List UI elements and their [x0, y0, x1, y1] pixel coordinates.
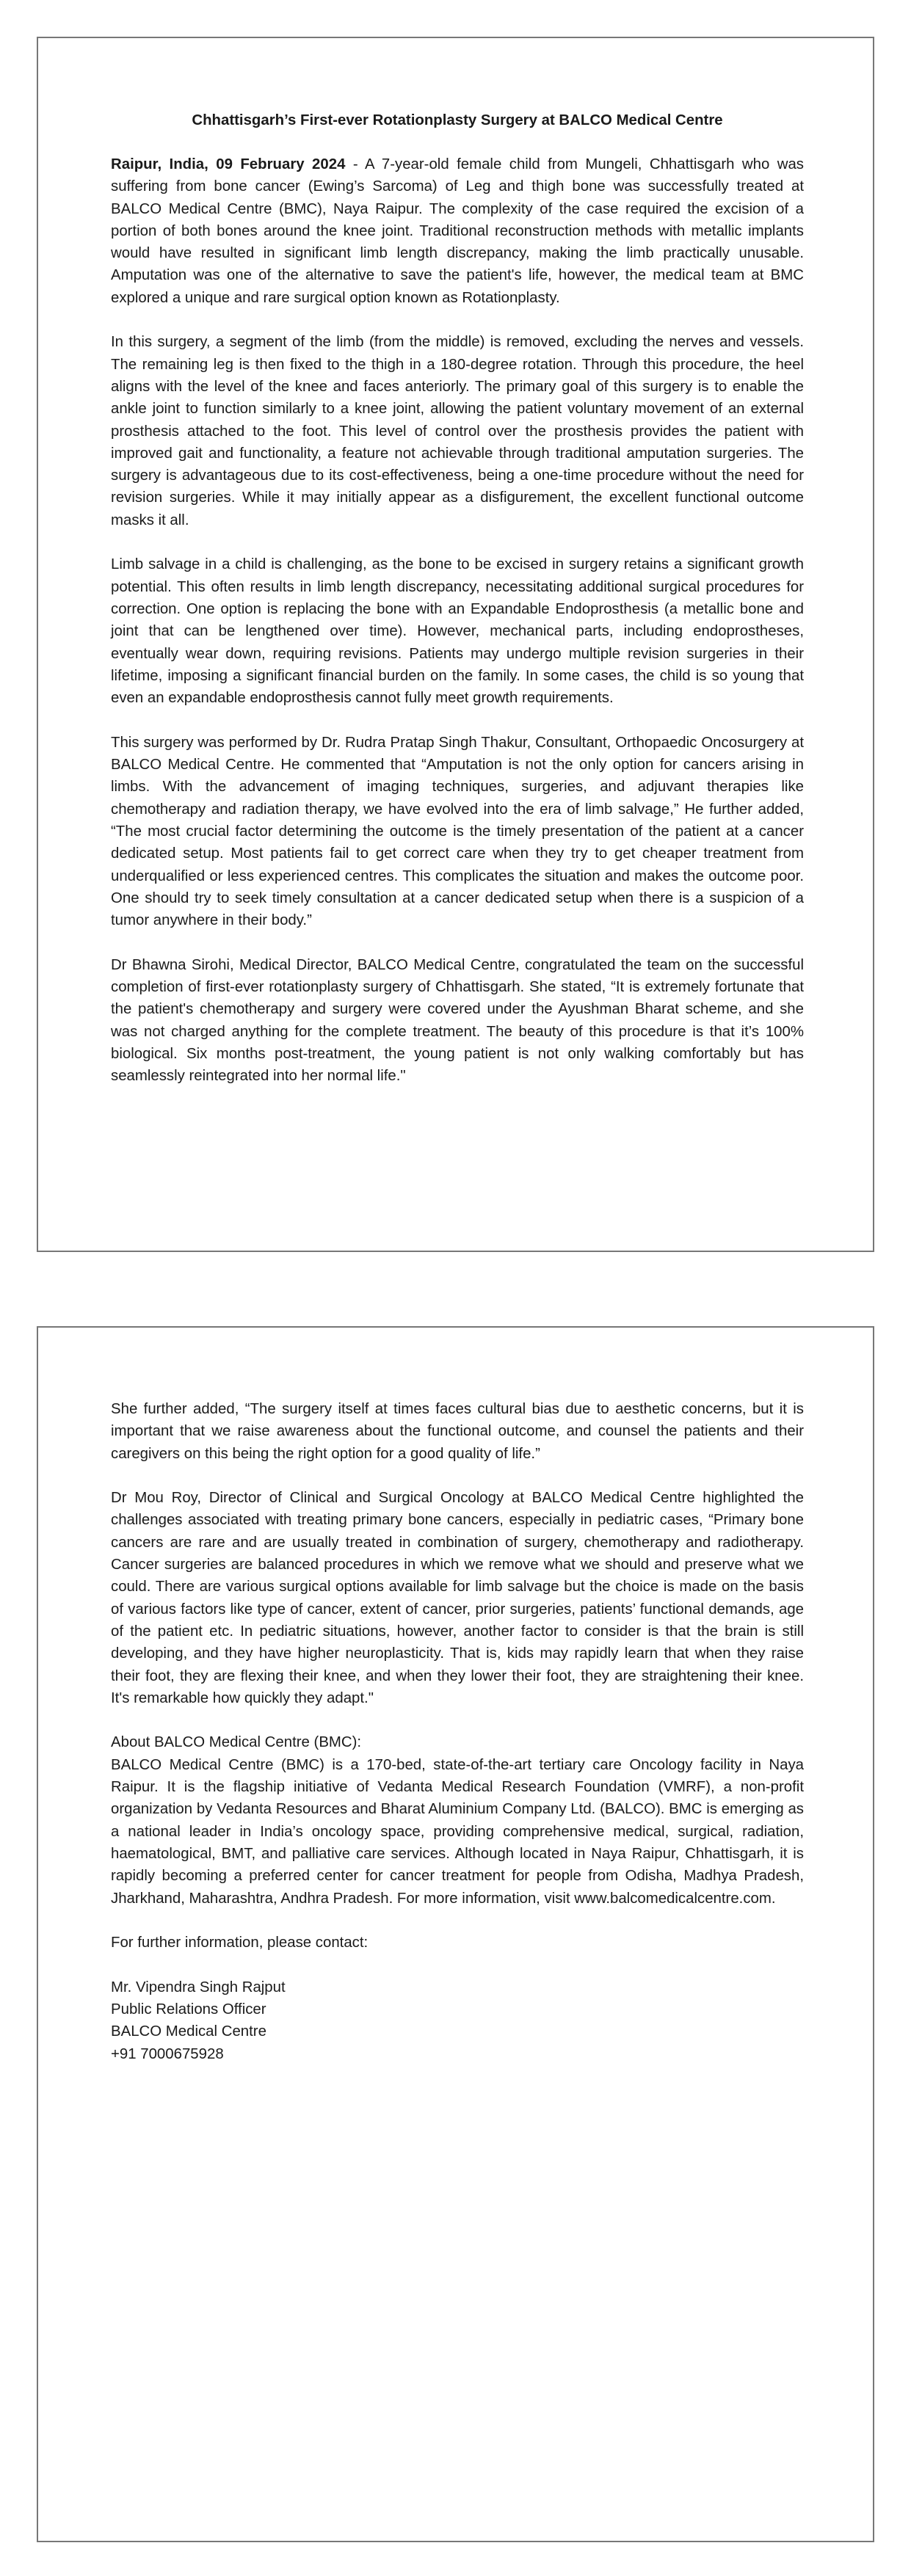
dateline: Raipur, India, 09 February 2024 — [111, 156, 346, 172]
contact-intro: For further information, please contact: — [111, 1935, 369, 1951]
paragraph-procedure: In this surgery, a segment of the limb (from the middle) is removed, excluding the nerves and vessels. The remaining leg is then fixed to the thigh in a 180-degree rotation. Through this procedure, the heel aligns with the level of the knee and faces anteriorly. The primary goal of this surgery is to enable the ankle joint to function similarly to a knee joint, allowing the patient voluntary movement of an external prosthesis attached to the foot. This level of control over the prosthesis provides the patient with improved gait and functionality, a feature not achievable through traditional amputation surgeries. The surgery is advantageous due to its cost-effectiveness, being a one-time procedure without the need for revision surgeries. While it may initially appear as a disfigurement, the excellent functional outcome masks it all. — [111, 334, 804, 528]
paragraph-limb-salvage: Limb salvage in a child is challenging, as the bone to be excised in surgery retains a significant growth potential. This often results in limb length discrepancy, necessitating additional surgical procedures for correction. One option is replacing the bone with an Expandable Endoprosthesis (a metallic bone and joint that can be lengthened over time). However, mechanical parts, including endoprostheses, eventually wear down, requiring revisions. Patients may undergo multiple revision surgeries in their lifetime, imposing a significant financial burden on the family. In some cases, the child is so young that even an expandable endoprosthesis cannot fully meet growth requirements. — [111, 556, 804, 707]
paragraph-oncology-director: Dr Mou Roy, Director of Clinical and Surgical Oncology at BALCO Medical Centre highlighted the challenges associated with treating primary bone cancers, especially in pediatric cases, “Primary bone cancers are rare and are usually treated in combination of surgery, chemotherapy and radiotherapy. Cancer surgeries are balanced procedures in which we remove what we should and preserve what we could. There are various surgical options available for limb salvage but the choice is made on the basis of various factors like type of cancer, extent of cancer, prior surgeries, patients’ functional demands, age of the patient etc. In pediatric situations, however, another factor to consider is that the brain is still developing, and they have higher neuroplasticity. That is, kids may rapidly learn that when they raise their foot, they are flexing their knee, and when they lower their foot, they are straightening their knee. It's remarkable how quickly they adapt." — [111, 1490, 804, 1706]
about-heading: About BALCO Medical Centre (BMC): — [111, 1734, 362, 1751]
document-page-2 — [37, 1326, 874, 2542]
paragraph-further-added: She further added, “The surgery itself at times faces cultural bias due to aesthetic concerns, but it is important that we raise awareness about the functional outcome, and counsel the patients and their caregivers on this being the right option for a good quality of life.” — [111, 1401, 804, 1462]
paragraph-director-quote: Dr Bhawna Sirohi, Medical Director, BALCO Medical Centre, congratulated the team on the successful completion of first-ever rotationplasty surgery of Chhattisgarh. She stated, “It is extremely fortunate that the patient's chemotherapy and surgery were covered under the Ayushman Bharat scheme, and she was not charged anything for the complete treatment. The beauty of this procedure is that it’s 100% biological. Six months post-treatment, the young patient is not only walking comfortably but has seamlessly reintegrated into her normal life." — [111, 956, 804, 1085]
paragraph-surgeon-quote: This surgery was performed by Dr. Rudra Pratap Singh Thakur, Consultant, Orthopaedic Oncosurgery at BALCO Medical Centre. He commented that “Amputation is not the only option for cancers arising in limbs. With the advancement of imaging techniques, surgeries, and adjuvant therapies like chemotherapy and radiation therapy, we have evolved into the era of limb salvage,” He further added, “The most crucial factor determining the outcome is the timely presentation of the patient at a cancer dedicated setup. Most patients fail to get correct care when they try to get cheaper treatment from underqualified or less experienced centres. This complicates the situation and makes the outcome poor. One should try to seek timely consultation at a cancer dedicated setup when there is a suspicion of a tumor anywhere in their body.” — [111, 734, 804, 929]
about-section — [111, 1731, 804, 1909]
contact-name: Mr. Vipendra Singh Rajput — [111, 1979, 286, 1995]
about-text: BALCO Medical Centre (BMC) is a 170-bed, state-of-the-art tertiary care Oncology facility in Naya Raipur. It is the flagship initiative of Vedanta Medical Research Foundation (VMRF), a non-profit organization by Vedanta Resources and Bharat Aluminium Company Ltd. (BALCO). BMC is emerging as a national leader in India’s oncology space, providing comprehensive medical, surgical, radiation, haematological, BMT, and palliative care services. Although located in Naya Raipur, Chhattisgarh, it is rapidly becoming a preferred center for cancer treatment for people from Odisha, Madhya Pradesh, Jharkhand, Maharashtra, Andhra Pradesh. For more information, visit www.balcomedicalcentre.com. — [111, 1756, 804, 1907]
contact-organization: BALCO Medical Centre — [111, 2023, 266, 2040]
paragraph-intro — [111, 153, 804, 309]
page-2-body — [111, 1398, 804, 2087]
contact-block — [111, 1976, 804, 2065]
contact-phone: +91 7000675928 — [111, 2045, 224, 2062]
contact-role: Public Relations Officer — [111, 2001, 266, 2018]
page-1-body — [111, 109, 804, 1110]
document-title: Chhattisgarh’s First-ever Rotationplasty Surgery at BALCO Medical Centre — [192, 112, 723, 128]
paragraph-intro-text: - A 7-year-old female child from Mungeli, Chhattisgarh who was suffering from bone cancer (Ewing’s Sarcoma) of Leg and thigh bone was successfully treated at BALCO Medical Centre (BMC), Naya Raipur. The complexity of the case required the excision of a portion of both bones around the knee joint. Traditional reconstruction methods with metallic implants would have resulted in significant limb length discrepancy, making the limb practically unusable. Amputation was one of the alternative to save the patient's life, however, the medical team at BMC explored a unique and rare surgical option known as Rotationplasty. — [111, 156, 804, 306]
document-page-1 — [37, 37, 874, 1252]
